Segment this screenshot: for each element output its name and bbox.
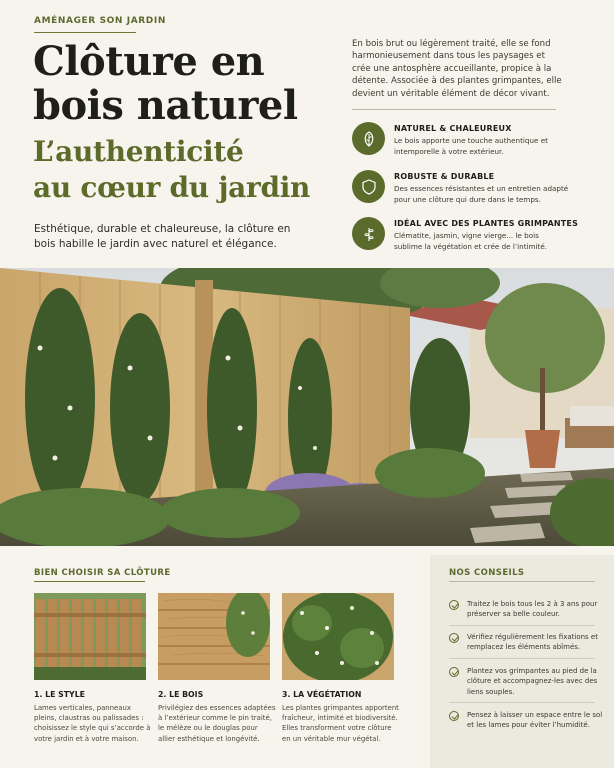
feature-title: ROBUSTE & DURABLE (394, 172, 495, 181)
feature-desc: Clématite, jasmin, vigne vierge... le bois sublime la végétation et crée de l’intimité. (394, 231, 548, 251)
tip-divider (449, 702, 595, 703)
choice-desc-vegetation: Les plantes grimpantes apportent fraîcheur, intimité et biodiversité. Elles transforment votre clôture en un véritable mur végétal. (282, 704, 399, 743)
subtitle-line-1: L’authenticité (33, 135, 244, 168)
tip-text: Traitez le bois tous les 2 à 3 ans pour préserver sa belle couleur. (467, 600, 598, 619)
check-circle-icon (449, 600, 459, 610)
page-subtitle (33, 134, 310, 206)
tip-text: Vérifiez régulièrement les fixations et remplacez les éléments abîmés. (467, 633, 598, 652)
choice-title-vegetation: 3. LA VÉGÉTATION (282, 690, 362, 699)
kicker-divider (34, 32, 136, 33)
choice-desc-wood: Privilégiez des essences adaptées à l’extérieur comme le pin traité, le mélèze ou le douglas pour allier esthétique et longévité. (158, 704, 276, 743)
feature-robust (352, 170, 582, 210)
tip-divider (449, 658, 595, 659)
feature-desc: Le bois apporte une touche authentique et intemporelle à votre extérieur. (394, 136, 548, 156)
tips-title: NOS CONSEILS (449, 568, 525, 578)
feature-title: IDÉAL AVEC DES PLANTES GRIMPANTES (394, 219, 579, 228)
feature-climbing-plants (352, 217, 582, 257)
feature-title: NATUREL & CHALEUREUX (394, 124, 512, 133)
choose-section-divider (34, 581, 145, 582)
tip-text: Pensez à laisser un espace entre le sol et les lames pour éviter l’humidité. (467, 711, 603, 730)
feature-desc: Des essences résistantes et un entretien adapté pour une clôture qui dure dans le temps. (394, 184, 569, 204)
feature-natural (352, 122, 582, 162)
tip-text: Plantez vos grimpantes au pied de la clôture et accompagnez-les avec des liens souples. (467, 667, 598, 696)
title-line-1: Clôture en (33, 38, 265, 85)
hero-garden-image (0, 268, 614, 546)
subtitle-line-2: au cœur du jardin (33, 171, 311, 204)
lead-paragraph: Esthétique, durable et chaleureuse, la clôture en bois habille le jardin avec naturel et élégance. (34, 223, 291, 250)
leaf-icon (352, 122, 385, 155)
page-title (33, 40, 298, 128)
check-circle-icon (449, 711, 459, 721)
intro-paragraph: En bois brut ou légèrement traité, elle se fond harmonieusement dans tous les paysages et crée une antosphère accueillante, propice à la détente. Associée à des plantes grimpantes, elle devient un véritable élément de décor vivant. (352, 39, 562, 99)
tips-divider (449, 581, 595, 582)
intro-divider (352, 109, 556, 110)
vegetation-image (282, 593, 394, 680)
check-circle-icon (449, 633, 459, 643)
style-image (34, 593, 146, 680)
wood-image (158, 593, 270, 680)
choose-section-title: BIEN CHOISIR SA CLÔTURE (34, 568, 171, 578)
section-kicker: AMÉNAGER SON JARDIN (34, 16, 166, 26)
title-line-2: bois naturel (33, 82, 298, 129)
vine-icon (352, 217, 385, 250)
tip-divider (449, 625, 595, 626)
shield-icon (352, 170, 385, 203)
check-circle-icon (449, 667, 459, 677)
tips-panel (430, 555, 614, 768)
choice-desc-style: Lames verticales, panneaux pleins, claustras ou palissades : choisissez le style qui s’accorde à votre jardin et à votre maison. (34, 704, 151, 743)
choice-title-style: 1. LE STYLE (34, 690, 85, 699)
choice-title-wood: 2. LE BOIS (158, 690, 204, 699)
